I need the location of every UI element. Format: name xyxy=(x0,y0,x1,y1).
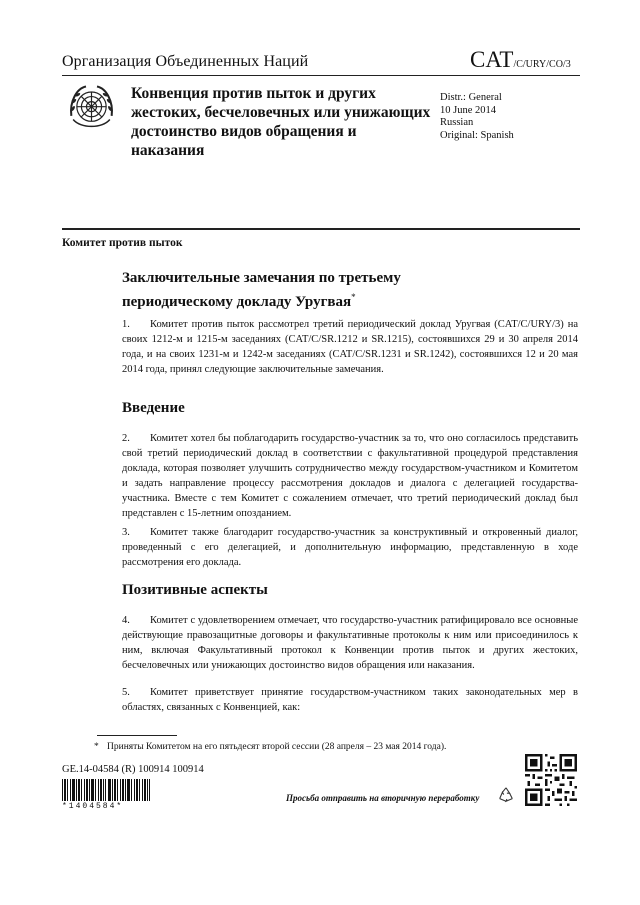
symbol-suffix: /C/URY/CO/3 xyxy=(513,59,571,70)
distribution-block xyxy=(440,92,514,142)
paragraph-text: Комитет хотел бы поблагодарить государство-участник за то, что оно согласилось представить свой третий периодический доклад в соответствии с факультативной процедурой представления доклада, которая позволяет улучшить сотрудничество между государством-участником и Комитетом и задать направление процессу рассмотрения докладов и диалога с делегацией государства-участника. Вместе с тем Комитет с сожалением отмечает, что третий периодический доклад был представлен с 15-летним опозданием. xyxy=(122,433,578,519)
paragraph-number: 2. xyxy=(122,433,130,444)
distr-line: Distr.: General xyxy=(440,92,502,103)
document-title-text: Заключительные замечания по третьему периодическому докладу Уругвая xyxy=(122,270,401,310)
symbol-main: CAT xyxy=(470,47,514,72)
convention-title: Конвенция против пыток и других жестоких, бесчеловечных или унижающих достоинство видов обращения и наказания xyxy=(131,85,431,159)
organization-name: Организация Объединенных Наций xyxy=(62,53,309,70)
paragraph-4 xyxy=(122,613,578,673)
header-rule xyxy=(62,75,580,76)
footnote xyxy=(94,742,447,752)
date-line: 10 June 2014 xyxy=(440,104,496,116)
paragraph-1 xyxy=(122,317,578,377)
recycle-icon xyxy=(497,786,515,804)
paragraph-5 xyxy=(122,685,578,715)
paragraph-number: 5. xyxy=(122,687,130,698)
paragraph-3 xyxy=(122,525,578,570)
paragraph-2 xyxy=(122,431,578,521)
barcode-text: *1404584* xyxy=(62,802,124,811)
qr-code-icon xyxy=(525,754,577,806)
committee-name: Комитет против пыток xyxy=(62,237,183,249)
footnote-mark: * xyxy=(94,742,99,752)
paragraph-text: Комитет приветствует принятие государством-участником таких законодательных мер в областях, связанных с Конвенцией, как: xyxy=(122,687,578,713)
ge-code: GE.14-04584 (R) 100914 100914 xyxy=(62,764,204,775)
paragraph-text: Комитет также благодарит государство-участник за конструктивный и откровенный диалог, проведенный с его делегацией, и дополнительную информацию, представленную в ходе рассмотрения его доклада. xyxy=(122,527,578,568)
paragraph-number: 3. xyxy=(122,527,130,538)
section-rule xyxy=(62,228,580,230)
language-line: Russian xyxy=(440,117,474,128)
original-line: Original: Spanish xyxy=(440,129,514,141)
un-emblem-icon xyxy=(64,81,119,136)
paragraph-text: Комитет против пыток рассмотрел третий периодический доклад Уругвая (CAT/C/URY/3) на своих 1212-м и 1215-м заседаниях (CAT/C/SR.1212 и SR.1215), состоявшихся 29 и 30 апреля 2014 года, и на своих 1231-м и 1242-м заседаниях (CAT/C/SR.1231 и SR.1242), состоявшихся 12 и 20 мая 2014 года, принял следующие заключительные замечания. xyxy=(122,319,578,375)
section-heading-introduction: Введение xyxy=(122,400,185,416)
section-heading-positive-aspects: Позитивные аспекты xyxy=(122,582,268,598)
paragraph-number: 4. xyxy=(122,615,130,626)
footnote-text: Приняты Комитетом на его пятьдесят второй сессии (28 апреля – 23 мая 2014 года). xyxy=(107,742,447,752)
document-symbol xyxy=(470,47,571,73)
recycle-text: Просьба отправить на вторичную переработку xyxy=(286,793,480,803)
footnote-rule xyxy=(97,735,177,736)
barcode-icon xyxy=(62,779,150,801)
footnote-marker: * xyxy=(351,292,356,302)
paragraph-text: Комитет с удовлетворением отмечает, что государство-участник ратифицировало все основные действующие правозащитные договоры и факультативные протоколы к ним или присоединилось к ним, включая Факультативный протокол к Конвенции против пыток и других жестоких, бесчеловечных или унижающих достоинство видов обращения или наказания. xyxy=(122,615,578,671)
paragraph-number: 1. xyxy=(122,319,130,330)
document-title xyxy=(122,269,422,312)
